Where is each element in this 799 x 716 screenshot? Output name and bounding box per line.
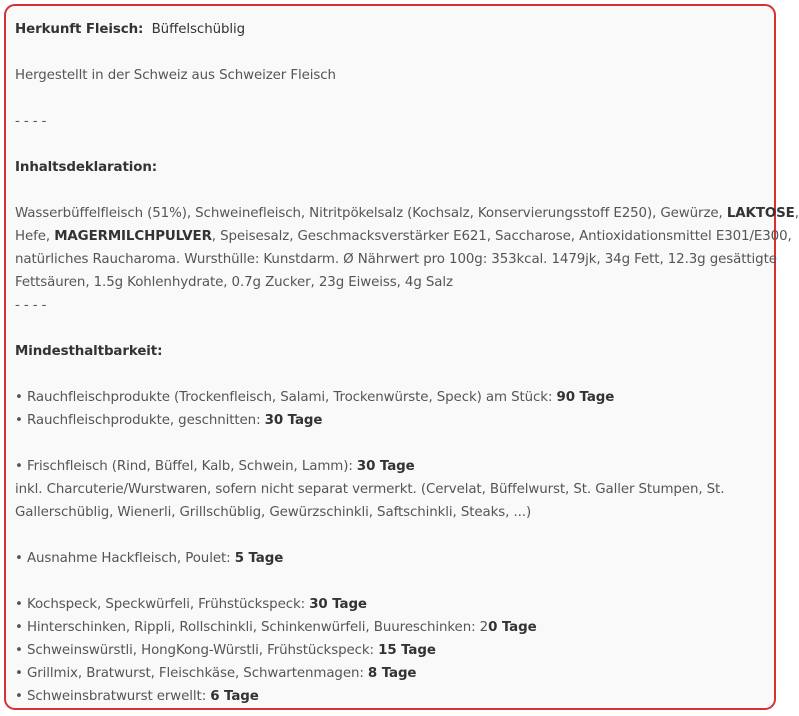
shelf-life-item-text: • Rauchfleischprodukte, geschnitten: <box>15 413 265 428</box>
ingredients-heading <box>15 156 774 179</box>
origin-line <box>15 18 774 41</box>
shelf-life-item-text: • Schweinsbratwurst erwellt: <box>15 689 211 704</box>
shelf-life-days: 30 Tage <box>356 459 415 474</box>
shelf-life-item <box>15 616 774 639</box>
shelf-life-days: 6 Tage <box>210 689 259 704</box>
ingredients-heading-text: Inhaltsdeklaration: <box>15 160 158 175</box>
shelf-life-item <box>15 593 774 616</box>
ingredients-text-2a: Hefe, <box>15 229 55 244</box>
ingredients-line-1 <box>15 202 799 225</box>
shelf-life-item <box>15 386 774 409</box>
separator-2: - - - - <box>15 298 47 313</box>
shelf-life-item <box>15 547 774 570</box>
shelf-life-days: 15 Tage <box>378 643 436 658</box>
ingredients-text-2c: , Speisesalz, Geschmacksverstärker E621, Saccharose, Antioxidationsmittel E301/E300, <box>211 229 792 244</box>
shelf-life-days: 8 Tage <box>367 666 417 681</box>
shelf-life-days: 0 Tage <box>488 620 537 635</box>
shelf-life-note: inkl. Charcuterie/Wurstwaren, sofern nicht separat vermerkt. (Cervelat, Büffelwurst, St. Galler Stumpen, St. <box>15 482 725 497</box>
shelf-life-item-text: • Rauchfleischprodukte (Trockenfleisch, Salami, Trockenwürste, Speck) am Stück: <box>15 390 557 405</box>
origin-value: Büffelschüblig <box>151 22 246 37</box>
shelf-life-heading-text: Mindesthaltbarkeit: <box>15 344 163 359</box>
ingredients-text-1a: Wasserbüffelfleisch (51%), Schweinefleisch, Nitritpökelsalz (Kochsalz, Konservierungsstoff E250), Gewürze, <box>15 206 727 221</box>
allergen-milk-powder: MAGERMILCHPULVER <box>54 229 212 244</box>
shelf-life-days: 30 Tage <box>309 597 367 612</box>
separator-1: - - - - <box>15 114 47 129</box>
shelf-life-item <box>15 639 774 662</box>
shelf-life-item-text: • Ausnahme Hackfleisch, Poulet: <box>15 551 235 566</box>
shelf-life-note: Gallerschüblig, Wienerli, Grillschüblig, Gewürzschinkli, Saftschinkli, Steaks, ...) <box>15 505 532 520</box>
origin-label: Herkunft Fleisch: <box>15 22 144 37</box>
shelf-life-item-text: • Grillmix, Bratwurst, Fleischkäse, Schwartenmagen: <box>15 666 368 681</box>
shelf-life-item-text: • Hinterschinken, Rippli, Rollschinkli, Schinkenwürfeli, Buureschinken: 2 <box>15 620 489 635</box>
shelf-life-days: 90 Tage <box>556 390 615 405</box>
shelf-life-item-text: • Kochspeck, Speckwürfeli, Frühstückspeck: <box>15 597 310 612</box>
ingredients-line-2 <box>15 225 792 248</box>
ingredients-line-4: Fettsäuren, 1.5g Kohlenhydrate, 0.7g Zucker, 23g Eiweiss, 4g Salz <box>15 275 453 290</box>
allergen-lactose: LAKTOSE <box>726 206 795 221</box>
product-info-panel <box>4 4 799 710</box>
shelf-life-item <box>15 409 774 432</box>
shelf-life-item-text: • Frischfleisch (Rind, Büffel, Kalb, Schwein, Lamm): <box>15 459 357 474</box>
shelf-life-item <box>15 685 774 708</box>
shelf-life-item-text: • Schweinswürstli, HongKong-Würstli, Frühstückspeck: <box>15 643 379 658</box>
shelf-life-heading <box>15 340 774 363</box>
origin-note: Hergestellt in der Schweiz aus Schweizer Fleisch <box>15 68 336 83</box>
shelf-life-days: 30 Tage <box>264 413 323 428</box>
shelf-life-days: 5 Tage <box>234 551 284 566</box>
shelf-life-item <box>15 455 774 478</box>
shelf-life-item <box>15 662 774 685</box>
ingredients-line-3: natürliches Raucharoma. Wursthülle: Kunstdarm. Ø Nährwert pro 100g: 353kcal. 1479jk, 34g Fett, 12.3g gesättigte <box>15 252 777 267</box>
ingredients-text-1c: , <box>794 206 799 221</box>
